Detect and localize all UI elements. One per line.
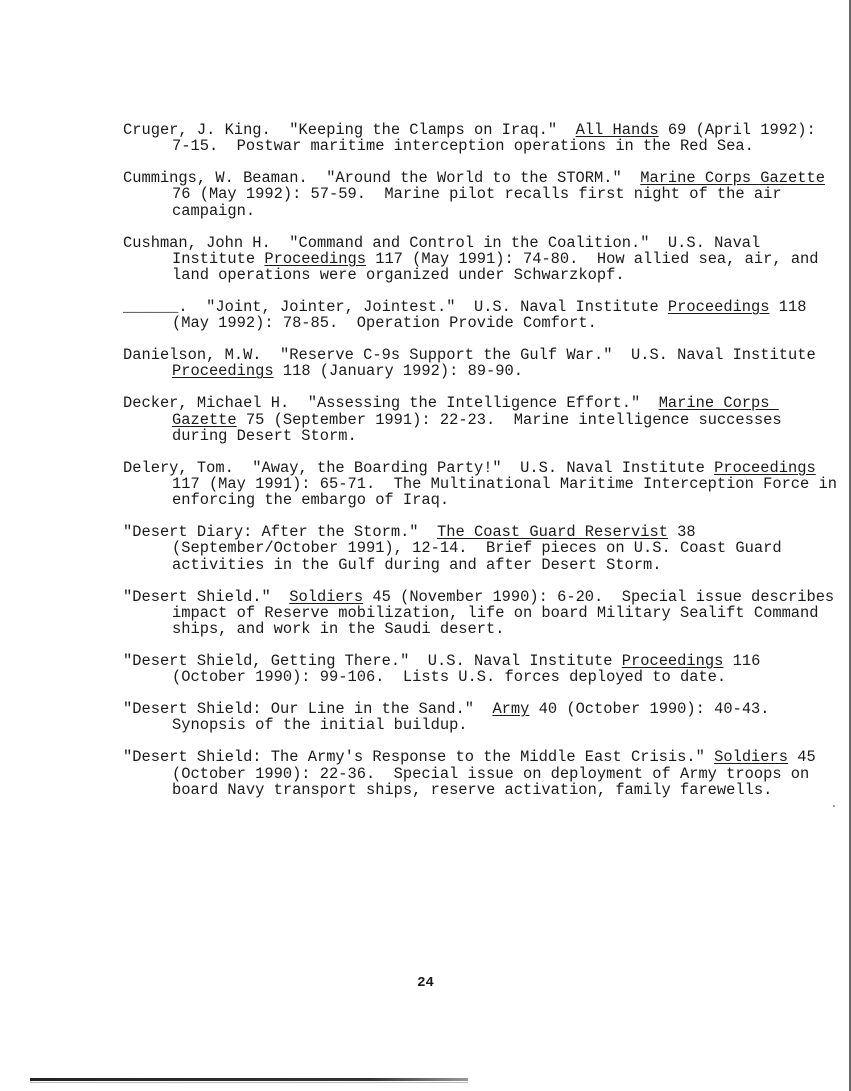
entry-text: ______. "Joint, Jointer, Jointest." U.S. Naval Institute <box>123 298 668 317</box>
bibliography-entry <box>123 235 843 284</box>
entry-text: 116 (October 1990): 99-106. Lists U.S. forces deployed to date. <box>172 652 770 687</box>
entry-text: "Desert Shield: The Army's Response to the Middle East Crisis." <box>123 748 715 767</box>
entry-text: 69 (April 1992): 7-15. Postwar maritime interception operations in the Red Sea. <box>172 121 825 156</box>
bibliography-list <box>123 121 847 814</box>
entry-text: Cushman, John H. "Command and Control in the Coalition." U.S. Naval Institute <box>123 233 770 268</box>
bibliography-entry <box>123 701 843 733</box>
entry-text: "Desert Shield, Getting There." U.S. Naval Institute <box>123 652 622 671</box>
entry-text: 118 (January 1992): 89-90. <box>273 362 523 381</box>
bibliography-entry <box>123 589 843 638</box>
entry-text: "Desert Shield: Our Line in the Sand." <box>123 700 493 719</box>
entry-text: 45 (November 1990): 6-20. Special issue describes impact of Reserve mobilization, life on board Military Sealift Command ships, and work in the Saudi desert. <box>172 587 844 639</box>
scan-edge-bottom <box>30 1078 468 1081</box>
entry-text: 45 (October 1990): 22-36. Special issue on deployment of Army troops on board Navy transport ships, reserve activation, family farewells. <box>172 748 825 799</box>
bibliography-entry <box>123 122 843 154</box>
bibliography-entry <box>123 395 843 444</box>
publication-title: Marine Corps Gazette <box>640 169 825 188</box>
publication-title: Proceedings <box>714 458 816 477</box>
bibliography-entry <box>123 347 843 379</box>
entry-text: "Desert Shield." <box>123 587 290 606</box>
bibliography-entry <box>123 458 847 510</box>
entry-text: Danielson, M.W. "Reserve C-9s Support the Gulf War." U.S. Naval Institute <box>123 346 825 365</box>
entry-text: 38 (September/October 1991), 12-14. Brief pieces on U.S. Coast Guard activities in the Gulf during and after Desert Storm. <box>172 523 791 574</box>
entry-text: 117 (May 1991): 74-80. How allied sea, air, and land operations were organized under Schwarzkopf. <box>172 249 828 285</box>
scan-edge-bottom-shadow <box>30 1082 468 1083</box>
publication-title: All Hands <box>575 121 659 139</box>
entry-text: Cummings, W. Beaman. "Around the World to the STORM." <box>123 169 641 188</box>
bibliography-entry <box>123 299 843 331</box>
publication-title: Soldiers <box>289 587 364 606</box>
publication-title: The Coast Guard Reservist <box>437 523 668 542</box>
publication-title: Army <box>492 700 530 719</box>
entry-text: 117 (May 1991): 65-71. The Multinational Maritime Interception Force in enforcing the embargo of Iraq. <box>172 458 847 510</box>
bibliography-entry <box>123 749 843 798</box>
entry-text: 76 (May 1992): 57-59. Marine pilot recalls first night of the air campaign. <box>172 169 835 220</box>
bibliography-entry <box>123 524 843 573</box>
entry-text: "Desert Diary: After the Storm." <box>123 523 438 542</box>
entry-text: Delery, Tom. "Away, the Boarding Party!" U.S. Naval Institute <box>123 458 715 477</box>
publication-title: Soldiers <box>714 748 788 767</box>
bibliography-entry <box>123 653 843 685</box>
page-number: 24 <box>417 975 434 991</box>
entry-text: Cruger, J. King. "Keeping the Clamps on Iraq." <box>123 121 576 139</box>
bibliography-entry <box>123 170 843 219</box>
entry-text: 75 (September 1991): 22-23. Marine intelligence successes during Desert Storm. <box>172 410 791 445</box>
publication-title: Marine Corps Gazette <box>172 394 779 429</box>
entry-text: 118 (May 1992): 78-85. Operation Provide Comfort. <box>172 298 816 333</box>
publication-title: Proceedings <box>172 362 274 381</box>
entry-text: 40 (October 1990): 40-43. Synopsis of the initial buildup. <box>172 700 789 735</box>
publication-title: Proceedings <box>264 249 366 268</box>
publication-title: Proceedings <box>667 298 770 317</box>
entry-text: Decker, Michael H. "Assessing the Intelligence Effort." <box>123 394 659 413</box>
publication-title: Proceedings <box>621 652 724 671</box>
